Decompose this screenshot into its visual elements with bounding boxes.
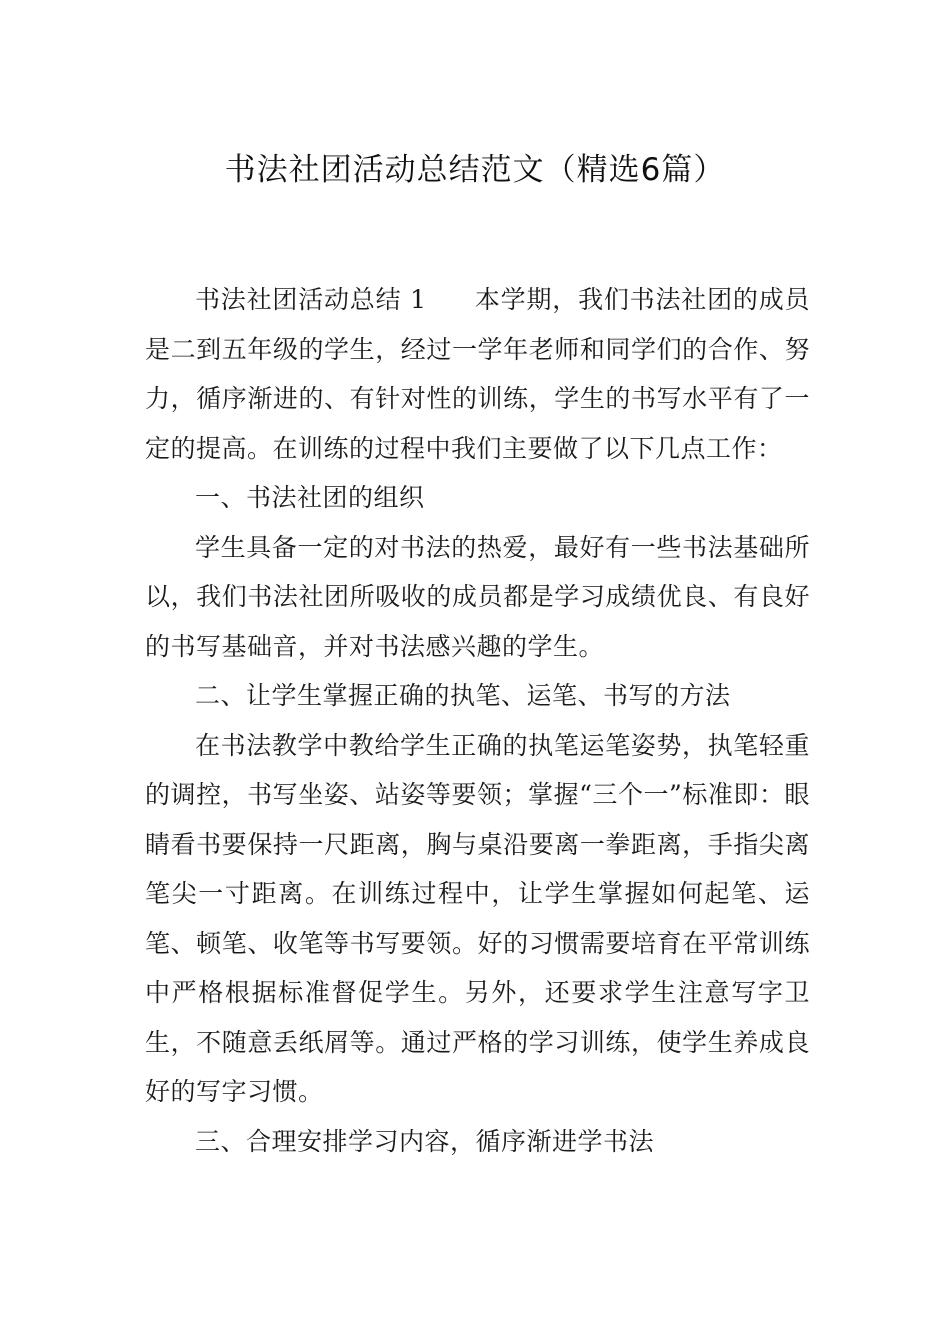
section-heading-2: 二、让学生掌握正确的执笔、运笔、书写的方法 bbox=[195, 681, 731, 710]
section-heading-1: 一、书法社团的组织 bbox=[195, 483, 425, 512]
document-title: 书法社团活动总结范文（精选6篇） bbox=[224, 151, 726, 188]
intro-text: 本学期，我们书法社团的成员是二到五年级的学生，经过一学年老师和同学们的合作、努力，循序渐进的、有针对性的训练，学生的书写水平有了一定的提高。在训练的过程中我们主要做了以下几点工作： bbox=[145, 285, 810, 463]
section-label: 书法社团活动总结 1 bbox=[195, 285, 427, 314]
section-heading-3: 三、合理安排学习内容，循序渐进学书法 bbox=[195, 1126, 655, 1156]
section-body-2: 在书法教学中教给学生正确的执笔运笔姿势，执笔轻重的调控，书写坐姿、站姿等要领；掌握“三个一”标准即：眼睛看书要保持一尺距离，胸与桌沿要离一拳距离，手指尖离笔尖一寸距离。在训练过程中，让学生掌握如何起笔、运笔、顿笔、收笔等书写要领。好的习惯需要培育在平常训练中严格根据标准督促学生。另外，还要求学生注意写字卫生，不随意丢纸屑等。通过严格的学习训练，使学生养成良好的写字习惯。 bbox=[145, 730, 810, 1106]
intro-paragraph bbox=[145, 275, 810, 473]
section-body-1: 学生具备一定的对书法的热爱，最好有一些书法基础所以，我们书法社团所吸收的成员都是学习成绩优良、有良好的书写基础音，并对书法感兴趣的学生。 bbox=[145, 532, 810, 661]
document-body bbox=[145, 275, 810, 1166]
